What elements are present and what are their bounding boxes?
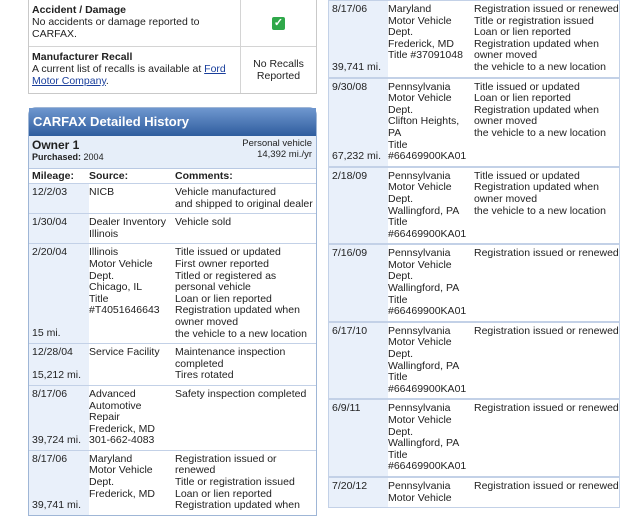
history-rows-left [29,183,316,515]
mileage-cell [329,79,388,166]
record-mileage: 39,724 mi. [32,433,82,446]
source-line: Title [388,216,408,229]
comments-cell [474,323,619,399]
recall-text: A current list of recalls is available at [32,63,205,75]
comment-line: Loan or lien reported [175,487,272,500]
col-mileage: Mileage: [32,170,75,182]
source-line: Pennsylvania [388,479,451,492]
record-date: 12/28/04 [32,346,73,359]
source-line: Dept. [89,269,115,282]
comment-line: Registration updated when [474,103,599,116]
comment-line: Registration issued or renewed [474,402,619,415]
source-line: #66469900KA01 [388,382,467,395]
comments-cell [474,478,619,507]
comment-line: Tires rotated [175,369,234,382]
source-line: Dept. [388,103,414,116]
source-line: Dept. [388,26,414,39]
source-line: #66469900KA01 [388,227,467,240]
source-cell [388,478,474,507]
source-line: Advanced [89,387,136,400]
source-line: Maryland [89,452,133,465]
comments-cell [474,168,619,244]
source-line: #T4051646643 [89,304,160,317]
comment-line: Title issued or updated [175,246,281,259]
comment-line: Registration issued or renewed [175,452,277,477]
source-line: Motor Vehicle [388,414,452,426]
source-line: Title [89,292,109,305]
purchased-year: 2004 [83,152,104,162]
history-row [329,322,619,400]
comment-line: personal vehicle [175,281,251,294]
source-line: Pennsylvania [388,402,451,415]
mileage-cell [29,386,89,450]
comments-cell [175,386,316,450]
source-line: Title #37091048 [388,49,463,62]
source-line: Wallingford, PA [388,437,460,450]
source-line: NICB [89,186,115,198]
source-cell [388,1,474,77]
source-cell [388,168,474,244]
mileage-cell [329,478,388,507]
source-line: Pennsylvania [388,324,451,337]
mileage-cell [329,245,388,321]
source-line: Wallingford, PA [388,359,460,372]
comment-line: Registration updated when [175,499,300,512]
source-line: 301-662-4083 [89,434,155,447]
mileage-cell [329,400,388,476]
recall-row: Manufacturer Recall A current list of recalls is available at Ford Motor Company. No Recalls Reported [29,46,316,93]
record-date: 6/17/10 [332,324,368,337]
history-column-headers [29,168,316,183]
record-date: 2/18/09 [332,169,368,182]
history-row [329,78,619,167]
owner-header: Owner 1 Purchased: 2004 Personal vehicle 14,392 mi./yr [29,136,316,168]
comments-cell [474,79,619,166]
comment-line: owner moved [474,192,538,205]
comment-line: Title or registration issued [175,476,295,489]
history-row [329,399,619,477]
comments-cell [474,1,619,77]
record-mileage: 67,232 mi. [332,149,382,162]
record-mileage: 39,741 mi. [32,498,82,511]
col-comments: Comments: [175,170,233,182]
history-row [329,244,619,322]
source-cell [89,184,175,213]
history-row [29,243,316,343]
source-line: Motor Vehicle [388,181,452,194]
source-line: Motor Vehicle [388,92,452,105]
source-cell [89,214,175,243]
mileage-cell [29,244,89,343]
accident-text: No accidents or damage reported to CARFAX. [32,16,200,40]
source-line: Dept. [388,192,414,205]
record-date: 8/17/06 [332,3,368,15]
history-row [329,0,619,78]
comments-cell [175,344,316,385]
comment-line: Registration updated when [474,181,599,194]
vehicle-type: Personal vehicle [242,138,312,149]
comment-line: First owner reported [175,257,269,270]
source-line: Pennsylvania [388,80,451,93]
comment-line: Safety inspection completed [175,387,307,400]
source-line: Wallingford, PA [388,204,460,217]
record-date: 7/20/12 [332,479,368,492]
comment-line: owner moved [474,115,538,128]
source-line: Maryland [388,3,432,15]
comment-line: owner moved [474,49,538,62]
record-date: 2/20/04 [32,246,68,259]
source-line: Illinois [89,246,119,259]
recall-title: Manufacturer Recall [32,51,133,63]
comment-line: Registration updated when [175,304,300,317]
record-date: 1/30/04 [32,216,68,229]
source-line: Dept. [89,476,115,489]
source-cell [89,386,175,450]
left-column [28,0,317,512]
comment-line: Loan or lien reported [474,26,571,39]
owner-label: Owner 1 [32,138,80,152]
source-line: Repair [89,411,120,424]
source-line: Motor Vehicle [89,464,153,477]
record-mileage: 15,212 mi. [32,368,82,381]
record-date: 6/9/11 [332,402,361,415]
comment-line: Vehicle manufactured [175,186,276,198]
source-line: Automotive [89,399,142,412]
source-line: #66469900KA01 [388,460,467,473]
history-row [29,213,316,243]
source-line: Title [388,371,408,384]
comments-cell [474,245,619,321]
source-line: Chicago, IL [89,281,143,294]
comment-line: Title issued or updated [474,169,580,182]
source-line: Motor Vehicle [388,258,452,271]
col-source: Source: [89,170,129,182]
source-line: PA [388,126,402,139]
source-line: Dept. [388,425,414,438]
comment-line: owner moved [175,315,239,328]
source-line: Motor Vehicle [388,491,452,504]
source-line: Motor Vehicle [388,14,452,27]
comment-line: Titled or registered as [175,269,277,282]
source-cell [89,344,175,385]
source-line: Pennsylvania [388,169,451,182]
record-mileage: 15 mi. [32,327,61,340]
comments-cell [474,400,619,476]
source-cell [89,244,175,343]
comment-line: Loan or lien reported [474,92,571,105]
source-cell [388,323,474,399]
history-row [329,477,619,508]
comments-cell [175,214,316,243]
source-line: Frederick, MD [89,487,155,500]
accident-title: Accident / Damage [32,4,126,16]
comment-line: Registration issued or renewed [474,3,619,15]
comment-line: Loan or lien reported [175,292,272,305]
accident-row [29,0,316,46]
source-line: Motor Vehicle [388,336,452,349]
comment-line: the vehicle to a new location [474,60,606,73]
comment-line: Registration issued or renewed [474,247,619,260]
source-line: Service Facility [89,346,160,359]
source-line: Frederick, MD [388,37,454,50]
record-date: 7/16/09 [332,247,368,260]
mileage-cell [329,323,388,399]
recall-value: No Recalls Reported [253,58,304,82]
comment-line: Title issued or updated [474,80,580,93]
comment-line: Title or registration issued [474,14,594,27]
checkmark-icon: ✓ [273,16,284,29]
source-line: Pennsylvania [388,247,451,260]
source-line: Title [388,448,408,461]
source-line: Dept. [388,348,414,361]
history-rows-right [328,0,620,508]
history-row [29,450,316,515]
mileage-cell [329,1,388,77]
mileage-rate: 14,392 mi./yr [257,149,312,160]
source-line: Clifton Heights, [388,115,460,128]
comment-line: the vehicle to a new location [175,327,307,340]
comment-line: Maintenance inspection [175,346,286,359]
source-line: Wallingford, PA [388,282,460,295]
source-line: Dealer Inventory [89,216,167,229]
history-row [29,385,316,450]
source-cell [388,245,474,321]
comments-cell [175,184,316,213]
right-column [328,0,620,504]
source-line: Title [388,293,408,306]
comment-line: completed [175,357,224,370]
source-cell [388,79,474,166]
comment-line: and shipped to original dealer [175,197,313,210]
detailed-history [28,107,317,516]
source-cell [388,400,474,476]
source-line: Title [388,138,408,151]
comments-cell [175,451,316,515]
history-row [329,167,619,245]
summary-table [28,0,317,94]
history-row [29,183,316,213]
source-line: Motor Vehicle [89,257,153,270]
record-date: 8/17/06 [32,387,68,400]
mileage-cell [29,344,89,385]
record-mileage: 39,741 mi. [332,60,382,73]
source-line: Illinois [89,227,119,240]
comment-line: Registration updated when [474,37,599,50]
comment-line: Registration issued or renewed [474,479,619,492]
comment-line: Vehicle sold [175,216,232,229]
record-date: 9/30/08 [332,80,368,93]
ford-recall-link[interactable]: Ford Motor Company [32,63,226,87]
source-cell [89,451,175,515]
record-date: 12/2/03 [32,186,68,198]
comment-line: Registration issued or renewed [474,324,619,337]
source-line: Dept. [388,270,414,283]
record-date: 8/17/06 [32,452,68,465]
mileage-cell [29,214,89,243]
source-line: #66469900KA01 [388,305,467,318]
comment-line: the vehicle to a new location [474,204,606,217]
mileage-cell [29,184,89,213]
source-line: Frederick, MD [89,422,155,435]
mileage-cell [329,168,388,244]
comment-line: the vehicle to a new location [474,126,606,139]
history-row [29,343,316,385]
source-line: #66469900KA01 [388,150,467,163]
mileage-cell [29,451,89,515]
history-title: CARFAX Detailed History [29,108,316,136]
comments-cell [175,244,316,343]
